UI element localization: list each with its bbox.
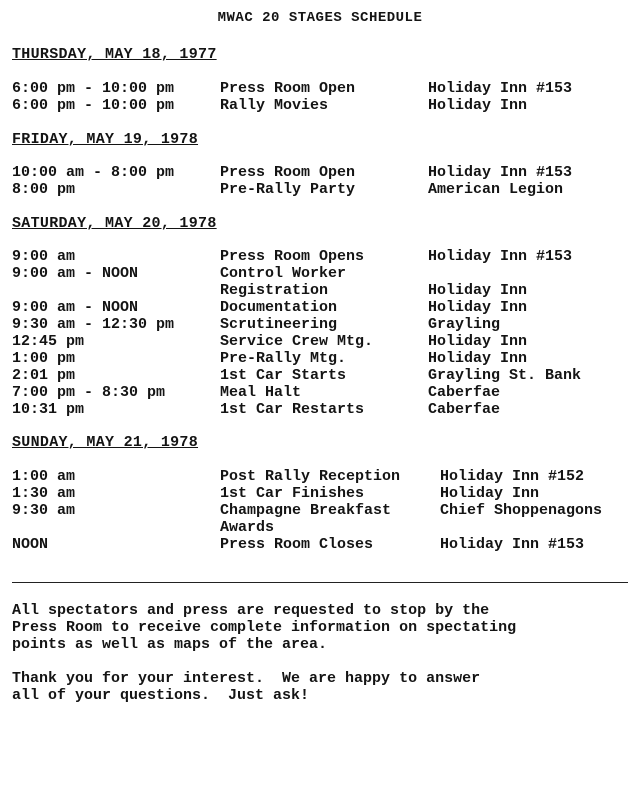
row-location: Grayling xyxy=(428,316,501,333)
row-location: Holiday Inn xyxy=(428,299,528,316)
row-time: 10:31 pm xyxy=(12,401,85,418)
row-time: 2:01 pm xyxy=(12,367,76,384)
schedule-row xyxy=(0,485,640,502)
row-event: Champagne Breakfast xyxy=(220,502,392,519)
row-time: NOON xyxy=(12,536,49,553)
row-time: 7:00 pm - 8:30 pm xyxy=(12,384,166,401)
row-event: Meal Halt xyxy=(220,384,302,401)
row-event: 1st Car Restarts xyxy=(220,401,365,418)
row-time: 8:00 pm xyxy=(12,181,76,198)
day-heading-sunday: SUNDAY, MAY 21, 1978 xyxy=(12,434,199,451)
schedule-row xyxy=(0,384,640,401)
schedule-row xyxy=(0,282,640,299)
row-time: 9:30 am - 12:30 pm xyxy=(12,316,175,333)
schedule-row xyxy=(0,519,640,536)
schedule-row xyxy=(0,536,640,553)
row-location: Holiday Inn #153 xyxy=(440,536,585,553)
schedule-row xyxy=(0,80,640,97)
row-time: 6:00 pm - 10:00 pm xyxy=(12,80,175,97)
schedule-row xyxy=(0,468,640,485)
schedule-row xyxy=(0,350,640,367)
row-location: Caberfae xyxy=(428,384,501,401)
day-heading-friday: FRIDAY, MAY 19, 1978 xyxy=(12,131,199,148)
schedule-row xyxy=(0,367,640,384)
row-location: Holiday Inn #153 xyxy=(428,248,573,265)
row-time: 9:00 am - NOON xyxy=(12,299,139,316)
row-location: Holiday Inn xyxy=(428,333,528,350)
schedule-row xyxy=(0,401,640,418)
schedule-row xyxy=(0,97,640,114)
row-time: 10:00 am - 8:00 pm xyxy=(12,164,175,181)
row-event: Scrutineering xyxy=(220,316,338,333)
row-time: 12:45 pm xyxy=(12,333,85,350)
schedule-row xyxy=(0,333,640,350)
row-location: Holiday Inn xyxy=(440,485,540,502)
row-location: Chief Shoppenagons xyxy=(440,502,603,519)
spectator-note: All spectators and press are requested to stop by the Press Room to receive complete information on spectating points as well as maps of the area. xyxy=(12,602,517,653)
row-event: 1st Car Finishes xyxy=(220,485,365,502)
row-event: Service Crew Mtg. xyxy=(220,333,374,350)
row-event: Press Room Open xyxy=(220,164,356,181)
row-event: Press Room Open xyxy=(220,80,356,97)
schedule-row xyxy=(0,502,640,519)
row-event: Post Rally Reception xyxy=(220,468,401,485)
row-event: Pre-Rally Party xyxy=(220,181,356,198)
row-location: Holiday Inn #153 xyxy=(428,80,573,97)
row-time: 1:00 am xyxy=(12,468,76,485)
page-title: MWAC 20 STAGES SCHEDULE xyxy=(217,10,423,26)
row-event: 1st Car Starts xyxy=(220,367,347,384)
schedule-row xyxy=(0,299,640,316)
row-location: Holiday Inn #152 xyxy=(440,468,585,485)
schedule-row xyxy=(0,181,640,198)
row-time: 6:00 pm - 10:00 pm xyxy=(12,97,175,114)
row-time: 1:00 pm xyxy=(12,350,76,367)
row-event: Rally Movies xyxy=(220,97,329,114)
row-time: 9:00 am xyxy=(12,248,76,265)
row-location: Holiday Inn xyxy=(428,97,528,114)
row-event: Press Room Opens xyxy=(220,248,365,265)
row-event: Control Worker xyxy=(220,265,347,282)
schedule-row xyxy=(0,248,640,265)
schedule-row xyxy=(0,164,640,181)
day-heading-thursday: THURSDAY, MAY 18, 1977 xyxy=(12,46,217,63)
row-location: Holiday Inn xyxy=(428,350,528,367)
row-event: Registration xyxy=(220,282,329,299)
row-time: 9:30 am xyxy=(12,502,76,519)
row-time: 1:30 am xyxy=(12,485,76,502)
schedule-row xyxy=(0,265,640,282)
row-event: Awards xyxy=(220,519,275,536)
thank-you-note: Thank you for your interest. We are happy to answer all of your questions. Just ask! xyxy=(12,670,481,704)
row-location: Holiday Inn #153 xyxy=(428,164,573,181)
row-time: 9:00 am - NOON xyxy=(12,265,139,282)
schedule-row xyxy=(0,316,640,333)
row-event: Pre-Rally Mtg. xyxy=(220,350,347,367)
row-location: Caberfae xyxy=(428,401,501,418)
section-divider xyxy=(12,582,628,583)
row-location: Holiday Inn xyxy=(428,282,528,299)
row-event: Documentation xyxy=(220,299,338,316)
day-heading-saturday: SATURDAY, MAY 20, 1978 xyxy=(12,215,217,232)
row-location: Grayling St. Bank xyxy=(428,367,582,384)
row-event: Press Room Closes xyxy=(220,536,374,553)
row-location: American Legion xyxy=(428,181,564,198)
